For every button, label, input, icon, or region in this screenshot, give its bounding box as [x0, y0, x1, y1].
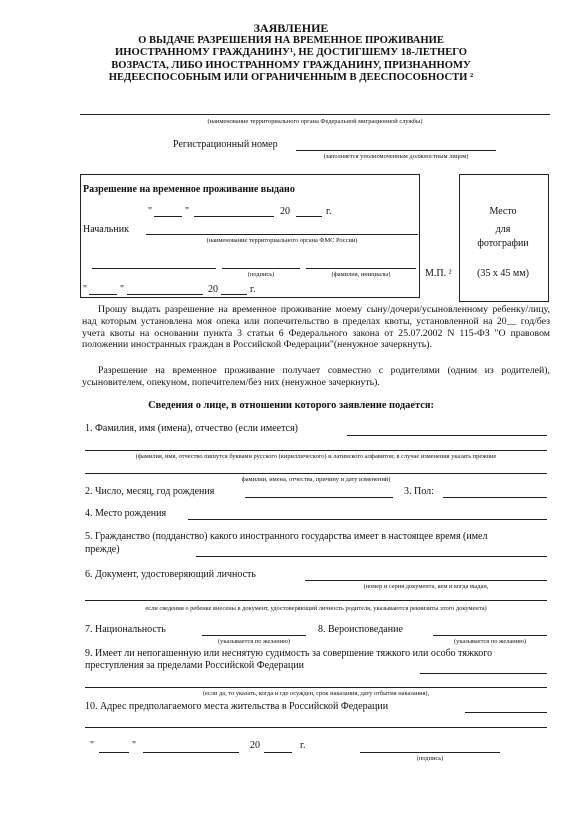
field-6-input-line2[interactable] [85, 600, 547, 601]
field-8-label: 8. Вероисповедание [318, 624, 403, 635]
field-6-label: 6. Документ, удостоверяющий личность [85, 569, 256, 580]
footer-month-field[interactable] [143, 752, 239, 753]
field-3-input[interactable] [443, 497, 547, 498]
authority-line[interactable] [80, 114, 550, 115]
footer-signature-field[interactable] [360, 752, 500, 753]
permit-date2-quote-open: " [83, 284, 88, 295]
title-line-3: ИНОСТРАННОМУ ГРАЖДАНИНУ¹, НЕ ДОСТИГШЕМУ 18-ЛЕТНЕГО [115, 47, 467, 59]
footer-year-prefix: 20 [250, 740, 260, 751]
photo-box-size: (35 х 45 мм) [477, 268, 529, 279]
field-7-label: 7. Национальность [85, 624, 166, 635]
footer-quote-open: " [90, 740, 95, 751]
field-4-input[interactable] [188, 519, 547, 520]
field-3-label: 3. Пол: [404, 486, 434, 497]
permit-date2-quote-close: " [120, 284, 125, 295]
field-8-input[interactable] [433, 635, 547, 636]
footer-year-suffix: г. [300, 740, 306, 751]
title-line-1: ЗАЯВЛЕНИЕ [253, 21, 329, 35]
title-line-4: ВОЗРАСТА, ЛИБО ИНОСТРАННОМУ ГРАЖДАНИНУ, ПРИЗНАННОМУ [111, 59, 471, 71]
field-10-label: 10. Адрес предполагаемого места жительства в Российской Федерации [85, 701, 389, 712]
reg-number-field[interactable] [296, 150, 496, 151]
chief-caption: (наименование территориального органа ФМС России) [206, 237, 358, 244]
permit-year2-prefix: 20 [208, 284, 218, 295]
photo-box-line2: для [495, 224, 511, 235]
footer-year-field[interactable] [264, 752, 292, 753]
reg-number-caption: (заполняется уполномоченным должностным лицом) [323, 153, 469, 160]
chief-label: Начальник [83, 224, 129, 235]
field-2-label: 2. Число, месяц, год рождения [85, 486, 215, 497]
footer-signature-caption: (подпись) [416, 755, 444, 762]
permit-month2-field[interactable] [127, 294, 203, 295]
photo-box-line3: фотографии [477, 238, 529, 249]
field-1-caption-2: фамилии, имена, отчества, причину и дату изменений) [241, 476, 391, 483]
permit-year-prefix: 20 [280, 206, 290, 217]
field-7-caption: (указывается по желанию) [218, 638, 290, 645]
field-1-input-line2[interactable] [85, 450, 547, 451]
permit-signature-field[interactable] [222, 268, 300, 269]
field-5-input[interactable] [196, 556, 547, 557]
authority-caption: (наименование территориального органа Федеральной миграционной службы) [207, 118, 423, 125]
section-title: Сведения о лице, в отношении которого заявление подается: [148, 400, 434, 411]
field-6-caption-2: если сведения о ребенке внесены в документ, удостоверяющий личность родителя, указываются реквизиты этого документа) [145, 605, 487, 612]
permit-office-field[interactable] [92, 268, 216, 269]
field-9-input-line2[interactable] [85, 687, 547, 688]
permit-signature-caption: (подпись) [247, 271, 275, 278]
permit-year-field[interactable] [296, 216, 322, 217]
field-1-label: 1. Фамилия, имя (имена), отчество (если имеется) [85, 423, 298, 434]
permit-year-suffix: г. [326, 206, 332, 217]
field-9-label: 9. Имеет ли непогашенную или неснятую судимость за совершение тяжкого или особо тяжкого преступления за пределами Российской Федерации [85, 648, 493, 672]
field-1-input[interactable] [347, 435, 547, 436]
permit-year2-suffix: г. [250, 284, 256, 295]
field-9-input[interactable] [420, 673, 547, 674]
title-line-5: НЕДЕЕСПОСОБНЫМ ИЛИ ОГРАНИЧЕННЫМ В ДЕЕСПОСОБНОСТИ ² [108, 72, 474, 84]
field-1-caption-1: (фамилия, имя, отчество пишутся буквами русского (кириллического) и латинского алфавитов; в случае изменения указать прежние [135, 453, 497, 460]
field-9-caption: (если да, то указать, когда и где осужден, срок наказания, дату отбытия наказания), [202, 690, 430, 697]
field-5-label: 5. Гражданство (подданство) какого иностранного государства имеет в настоящее время (имел прежде) [85, 531, 488, 555]
field-1-input-line3[interactable] [85, 473, 547, 474]
field-4-label: 4. Место рождения [85, 508, 167, 519]
stamp-label: М.П. ² [425, 268, 452, 279]
field-2-input[interactable] [245, 497, 393, 498]
permit-name-caption: (фамилия, инициалы) [331, 271, 391, 278]
document-title [0, 22, 582, 85]
permit-heading: Разрешение на временное проживание выдано [83, 184, 295, 195]
intro-paragraph-1: Прошу выдать разрешение на временное проживание моему сыну/дочери/усыновленному ребенку/лицу, над которым установлена моя опека или попечительство в пределах квоты, установленной на 20__ год/без учета квоты на основании пункта 3 статьи 6 Федерального закона от 25.07.2002 N 115-ФЗ "О правовом положении иностранных граждан в Российской Федерации"(ненужное зачеркнуть). [82, 304, 550, 351]
field-6-input[interactable] [305, 580, 547, 581]
permit-year2-field[interactable] [221, 294, 247, 295]
photo-box-line1: Место [489, 206, 517, 217]
permit-date-quote-open: " [148, 206, 153, 217]
chief-field[interactable] [146, 234, 418, 235]
permit-day-field[interactable] [154, 216, 182, 217]
field-6-caption-1: (номер и серия документа, кем и когда выдан, [363, 583, 489, 590]
reg-number-label: Регистрационный номер [173, 139, 278, 150]
intro-paragraph-2: Разрешение на временное проживание получает совместно с родителями (одним из родителей), усыновителем, опекуном, попечителем/без них (ненужное зачеркнуть). [82, 365, 550, 388]
permit-month-field[interactable] [194, 216, 274, 217]
field-7-input[interactable] [202, 635, 306, 636]
footer-day-field[interactable] [99, 752, 129, 753]
field-10-input-line2[interactable] [85, 727, 547, 728]
permit-date-quote-close: " [185, 206, 190, 217]
permit-name-field[interactable] [306, 268, 416, 269]
permit-day2-field[interactable] [89, 294, 117, 295]
footer-quote-close: " [132, 740, 137, 751]
field-10-input[interactable] [465, 712, 547, 713]
title-line-2: О ВЫДАЧЕ РАЗРЕШЕНИЯ НА ВРЕМЕННОЕ ПРОЖИВАНИЕ [138, 34, 444, 46]
field-8-caption: (указывается по желанию) [454, 638, 526, 645]
